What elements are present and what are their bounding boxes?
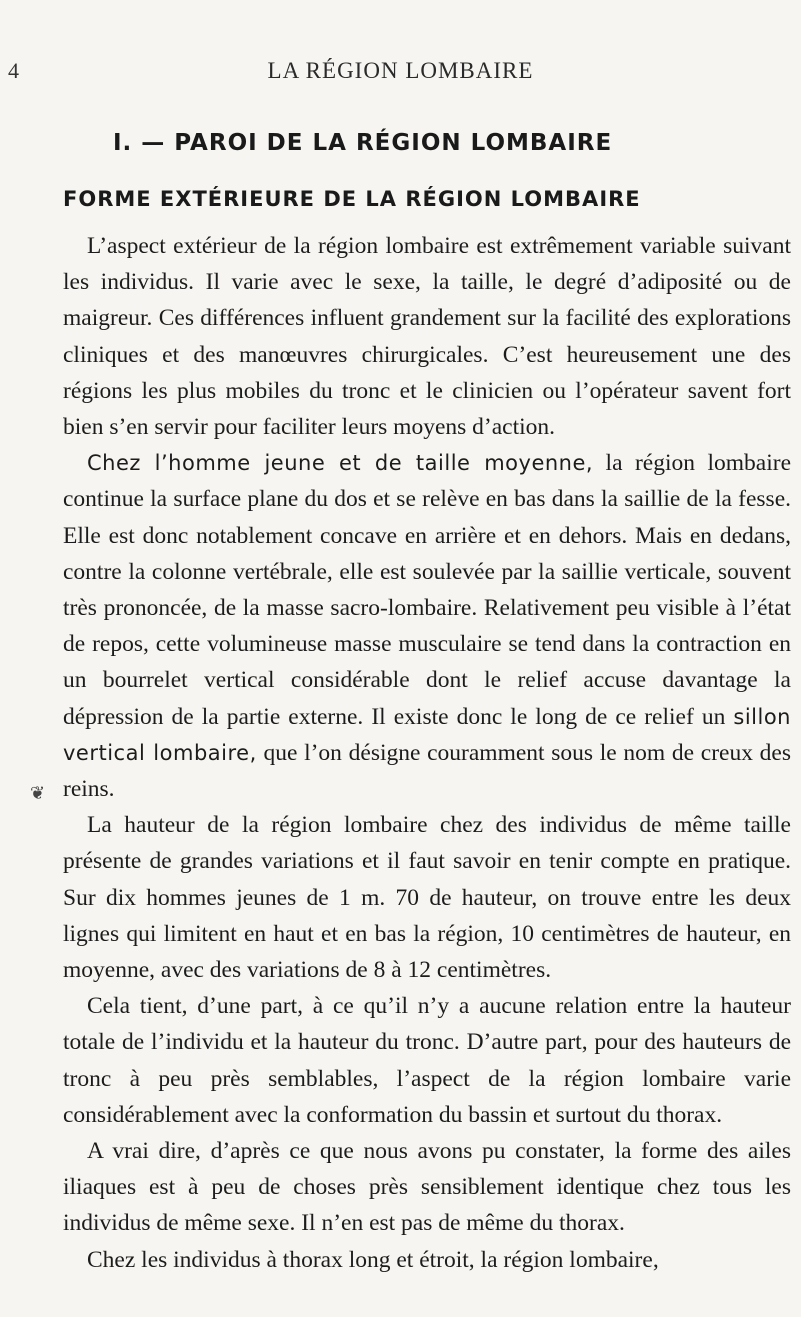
paragraph-3: La hauteur de la région lombaire chez des individus de même taille présente de grandes variations et il faut savoir en tenir compte en pratique. Sur dix hommes jeunes de 1 m. 70 de hauteur, on trouve entre les deux lignes qui limitent en haut et en bas la région, 10 centimètres de hauteur, en moyenne, avec des variations de 8 à 12 centimètres. <box>63 812 791 984</box>
paragraph-2-text: la région lombaire continue la surface plane du dos et se relève en bas dans la saillie de la fesse. Elle est donc notablement concave en arrière et en dehors. Mais en dedans, contre la colonne vertébrale, elle est soulevée par la saillie verticale, souvent très prononcée, de la masse sacro-lombaire. Relativement peu visible à l’état de repos, cette volumineuse masse musculaire se tend dans la contraction en un bourrelet vertical considérable dont le relief accuse davantage la dépression de la partie externe. Il existe donc le long de ce relief un <box>63 450 791 730</box>
paragraph-6: Chez les individus à thorax long et étroit, la région lombaire, <box>87 1246 659 1273</box>
emphasis-phrase: Chez l’homme jeune et de taille moyenne, <box>87 451 594 476</box>
paragraph-1: L’aspect extérieur de la région lombaire est extrêmement variable suivant les individus. Il varie avec le sexe, la taille, le degré d’adiposité ou de maigreur. Ces différences influent grandement sur la facilité des explorations cliniques et des manœuvres chirurgicales. C’est heureusement une des régions les plus mobiles du tronc et le clinicien ou l’opérateur savent fort bien s’en servir pour faciliter leurs moyens d’action. <box>63 233 791 441</box>
section-subtitle: FORME EXTÉRIEURE DE LA RÉGION LOMBAIRE <box>63 187 641 211</box>
page-number: 4 <box>8 58 19 83</box>
margin-ornament: ❦ <box>30 783 46 803</box>
paragraph-2-end: que l’on désigne couramment sous le nom de creux des reins. <box>63 739 791 803</box>
paragraph-2 <box>63 445 791 807</box>
body-text <box>63 228 791 1278</box>
paragraph-5: A vrai dire, d’après ce que nous avons pu constater, la forme des ailes iliaques est à peu de choses près sensiblement identique chez tous les individus de même sexe. Il n’en est pas de même du thorax. <box>63 1138 791 1237</box>
section-title: I. — PAROI DE LA RÉGION LOMBAIRE <box>113 130 613 156</box>
paragraph-4: Cela tient, d’une part, à ce qu’il n’y a aucune relation entre la hauteur totale de l’individu et la hauteur du tronc. D’autre part, pour des hauteurs de tronc à peu près semblables, l’aspect de la région lombaire varie considérablement avec la conformation du bassin et surtout du thorax. <box>63 993 791 1128</box>
emphasis-term: sillon vertical lombaire, <box>63 704 791 765</box>
running-head: LA RÉGION LOMBAIRE <box>267 58 534 83</box>
